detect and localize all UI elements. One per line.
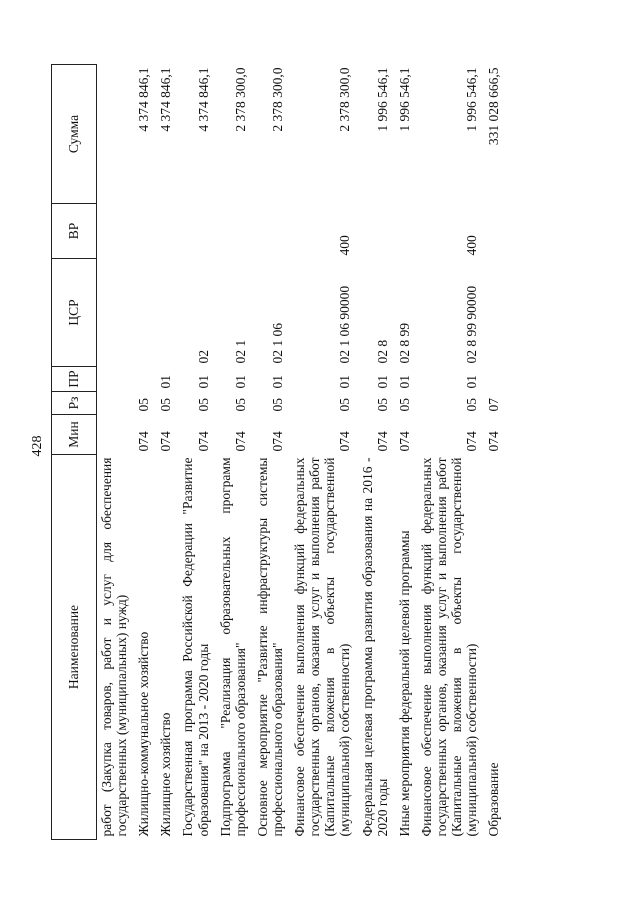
row-pr — [134, 367, 156, 392]
row-name: Финансовое обеспечение выполнения функций федеральных государственных органов, оказания услуг и выполнения работ (Капитальные вложения в объекты государственной (муниципальной) собственности) — [418, 457, 480, 837]
row-rz: 05 — [269, 398, 285, 412]
table-row — [178, 65, 215, 840]
row-csr: 02 1 — [232, 339, 248, 364]
row-rz: 05 — [374, 398, 390, 412]
table-row — [395, 65, 417, 840]
table-header-row — [52, 65, 97, 840]
row-csr: 02 8 99 90000 — [464, 285, 480, 364]
row-pr — [484, 367, 506, 392]
row-sum: 4 374 846,1 — [158, 67, 174, 132]
row-vr — [156, 204, 178, 259]
row-name: Государственная программа Российской Федерации "Развитие образования" на 2013 - 2020 годы — [180, 457, 211, 837]
row-vr — [97, 204, 135, 259]
row-min: 074 — [486, 431, 502, 452]
header-min: Мин — [52, 415, 97, 455]
row-pr — [97, 367, 135, 392]
row-sum: 331 028 666,5 — [486, 67, 502, 146]
row-csr: 02 — [195, 350, 211, 364]
row-pr: 01 — [269, 375, 285, 389]
row-rz: 05 — [158, 398, 174, 412]
header-vr: ВР — [52, 204, 97, 259]
table-row — [156, 65, 178, 840]
row-sum: 4 374 846,1 — [195, 67, 211, 132]
row-name: Подпрограмма "Реализация образовательных программ профессионального образования" — [217, 457, 248, 837]
row-csr: 02 1 06 90000 — [337, 285, 353, 364]
row-vr: 400 — [464, 235, 480, 256]
row-csr — [134, 259, 156, 367]
row-rz: 05 — [232, 398, 248, 412]
row-min: 074 — [269, 431, 285, 452]
row-name: Иные мероприятия федеральной целевой программы — [396, 530, 412, 837]
row-min: 074 — [337, 431, 353, 452]
row-rz: 07 — [486, 398, 502, 412]
table-row — [358, 65, 395, 840]
row-sum: 1 996 546,1 — [374, 67, 390, 132]
row-pr: 01 — [464, 375, 480, 389]
row-rz — [97, 392, 135, 415]
rotated-page-content — [51, 65, 581, 840]
row-name: Финансовое обеспечение выполнения функций федеральных государственных органов, оказания услуг и выполнения работ (Капитальные вложения в объекты государственной (муниципальной) собственности) — [292, 457, 353, 837]
row-rz: 05 — [396, 398, 412, 412]
row-sum: 2 378 300,0 — [232, 67, 248, 132]
row-name: Образование — [486, 762, 502, 837]
table-row — [253, 65, 290, 840]
row-pr: 01 — [195, 375, 211, 389]
row-vr: 400 — [337, 235, 353, 256]
row-min: 074 — [374, 431, 390, 452]
budget-table — [51, 64, 506, 840]
row-pr: 01 — [232, 375, 248, 389]
row-name: Основное мероприятие "Развитие инфраструктуры системы профессионального образования" — [254, 457, 285, 837]
header-csr: ЦСР — [52, 259, 97, 367]
row-csr: 02 8 — [374, 339, 390, 364]
row-sum: 4 374 846,1 — [136, 67, 152, 132]
row-min: 074 — [396, 431, 412, 452]
row-min: 074 — [136, 431, 152, 452]
row-csr — [97, 259, 135, 367]
row-pr: 01 — [158, 375, 174, 389]
table-row — [97, 65, 135, 840]
row-vr — [134, 204, 156, 259]
row-min: 074 — [195, 431, 211, 452]
row-vr — [253, 204, 290, 259]
row-rz: 05 — [195, 398, 211, 412]
row-csr — [484, 259, 506, 367]
row-min: 074 — [464, 431, 480, 452]
table-row — [290, 65, 357, 840]
row-sum: 1 996 546,1 — [396, 67, 412, 132]
row-sum — [97, 65, 135, 204]
header-name: Наименование — [52, 455, 97, 840]
row-name: работ (Закупка товаров, работ и услуг для обеспечения государственных (муниципальных) нужд) — [99, 457, 130, 837]
row-min — [97, 415, 135, 455]
row-sum: 2 378 300,0 — [337, 67, 353, 132]
row-vr — [395, 204, 417, 259]
row-pr: 01 — [396, 375, 412, 389]
row-vr — [216, 204, 253, 259]
row-vr — [178, 204, 215, 259]
row-rz: 05 — [464, 398, 480, 412]
row-csr: 02 1 06 — [269, 323, 285, 364]
row-rz: 05 — [337, 398, 353, 412]
row-min: 074 — [158, 431, 174, 452]
table-row — [484, 65, 506, 840]
row-vr — [358, 204, 395, 259]
table-row — [134, 65, 156, 840]
table-row — [417, 65, 484, 840]
row-csr: 02 8 99 — [396, 323, 412, 364]
row-rz: 05 — [136, 398, 152, 412]
page-number: 428 — [30, 435, 45, 457]
header-rz: Рз — [52, 392, 97, 415]
row-sum: 1 996 546,1 — [464, 67, 480, 132]
row-pr: 01 — [374, 375, 390, 389]
row-csr — [156, 259, 178, 367]
table-row — [216, 65, 253, 840]
row-name: Федеральная целевая программа развития образования на 2016 - 2020 годы — [359, 457, 390, 837]
header-sum: Сумма — [52, 65, 97, 204]
row-name: Жилищное хозяйство — [158, 712, 174, 837]
row-min: 074 — [232, 431, 248, 452]
row-name: Жилищно-коммунальное хозяйство — [136, 631, 152, 837]
header-pr: ПР — [52, 367, 97, 392]
row-vr — [484, 204, 506, 259]
row-pr: 01 — [337, 375, 353, 389]
row-sum: 2 378 300,0 — [269, 67, 285, 132]
